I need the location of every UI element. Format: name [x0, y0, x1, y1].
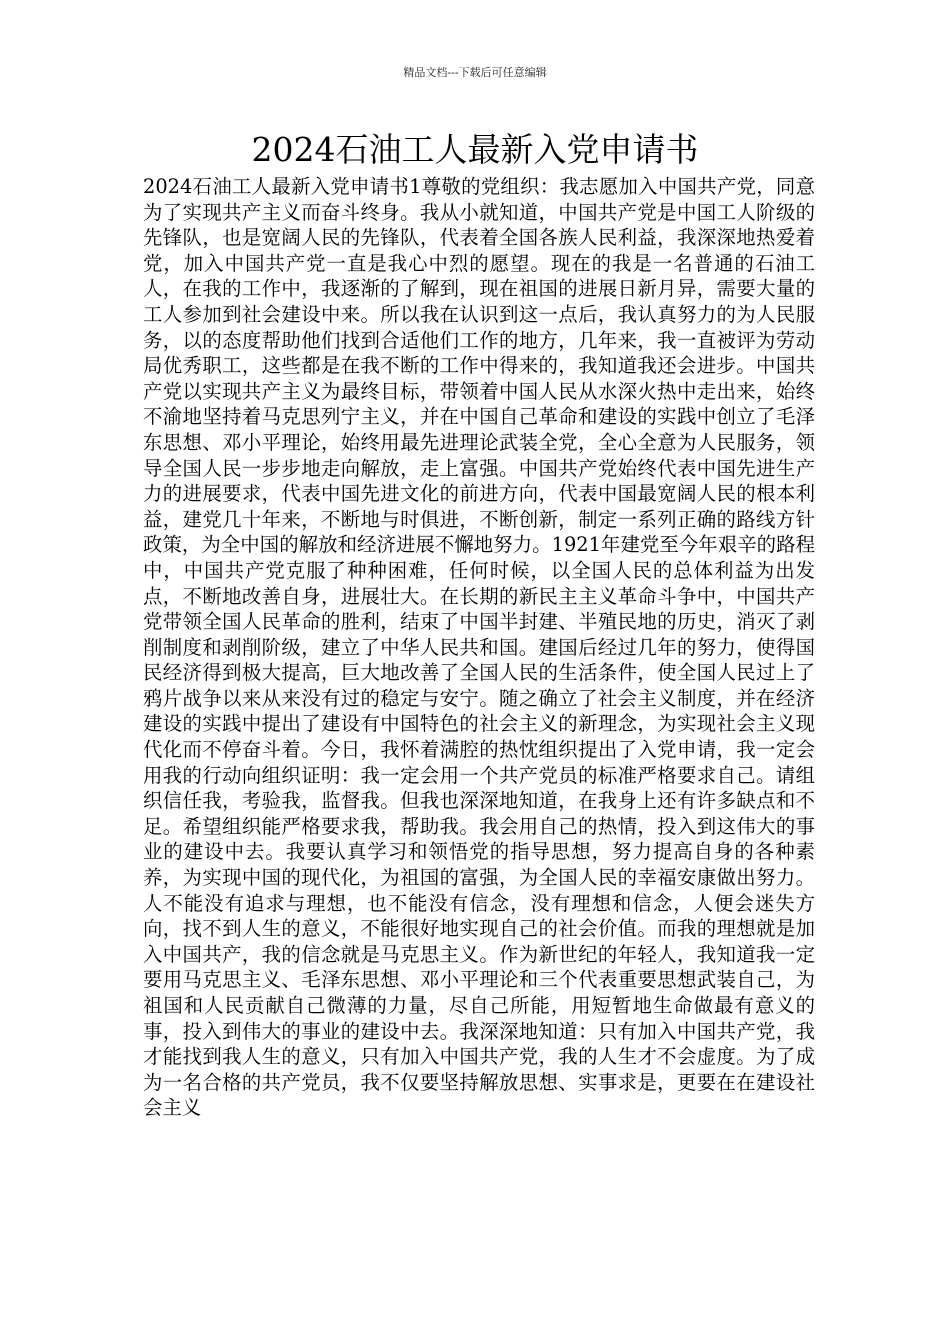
document-title: 2024石油工人最新入党申请书: [251, 130, 699, 169]
document-body: 2024石油工人最新入党申请书1尊敬的党组织：我志愿加入中国共产党，同意为了实现共产主义而奋斗终身。我从小就知道，中国共产党是中国工人阶级的先锋队，也是宽阔人民的先锋队，代表着全国各族人民利益，我深深地热爱着党，加入中国共产党一直是我心中烈的愿望。现在的我是一名普通的石油工人，在我的工作中，我逐渐的了解到，现在祖国的进展日新月异，需要大量的工人参加到社会建设中来。所以我在认识到这一点后，我认真努力的为人民服务，以的态度帮助他们找到合适他们工作的地方，几年来，我一直被评为劳动局优秀职工，这些都是在我不断的工作中得来的，我知道我还会进步。中国共产党以实现共产主义为最终目标，带领着中国人民从水深火热中走出来，始终不渝地坚持着马克思列宁主义，并在中国自己革命和建设的实践中创立了毛泽东思想、邓小平理论，始终用最先进理论武装全党，全心全意为人民服务，领导全国人民一步步地走向解放，走上富强。中国共产党始终代表中国先进生产力的进展要求，代表中国先进文化的前进方向，代表中国最宽阔人民的根本利益，建党几十年来，不断地与时俱进，不断创新，制定一系列正确的路线方针政策，为全中国的解放和经济进展不懈地努力。1921年建党至今年艰辛的路程中，中国共产党克服了种种困难，任何时候，以全国人民的总体利益为出发点，不断地改善自身，进展壮大。在长期的新民主主义革命斗争中，中国共产党带领全国人民革命的胜利，结束了中国半封建、半殖民地的历史，消灭了剥削制度和剥削阶级，建立了中华人民共和国。建国后经过几年的努力，使得国民经济得到极大提高，巨大地改善了全国人民的生活条件，使全国人民过上了鸦片战争以来从来没有过的稳定与安宁。随之确立了社会主义制度，并在经济建设的实践中提出了建设有中国特色的社会主义的新理念，为实现社会主义现代化而不停奋斗着。今日，我怀着满腔的热忱组织提出了入党申请，我一定会用我的行动向组织证明：我一定会用一个共产党员的标准严格要求自己。请组织信任我，考验我，监督我。但我也深深地知道，在我身上还有许多缺点和不足。希望组织能严格要求我，帮助我。我会用自己的热情，投入到这伟大的事业的建设中去。我要认真学习和领悟党的指导思想，努力提高自身的各种素养，为实现中国的现代化，为祖国的富强，为全国人民的幸福安康做出努力。人不能没有追求与理想，也不能没有信念，没有理想和信念，人便会迷失方向，找不到人生的意义，不能很好地实现自己的社会价值。而我的理想就是加入中国共产，我的信念就是马克思主义。作为新世纪的年轻人，我知道我一定要用马克思主义、毛泽东思想、邓小平理论和三个代表重要思想武装自己，为祖国和人民贡献自己微薄的力量，尽自己所能，用短暂地生命做最有意义的事，投入到伟大的事业的建设中去。我深深地知道：只有加入中国共产党，我才能找到我人生的意义，只有加入中国共产党，我的人生才不会虚度。为了成为一名合格的共产党员，我不仅要坚持解放思想、实事求是，更要在在建设社会主义: [143, 175, 815, 1120]
page-header: 精品文档---下载后可任意编辑: [403, 66, 547, 79]
